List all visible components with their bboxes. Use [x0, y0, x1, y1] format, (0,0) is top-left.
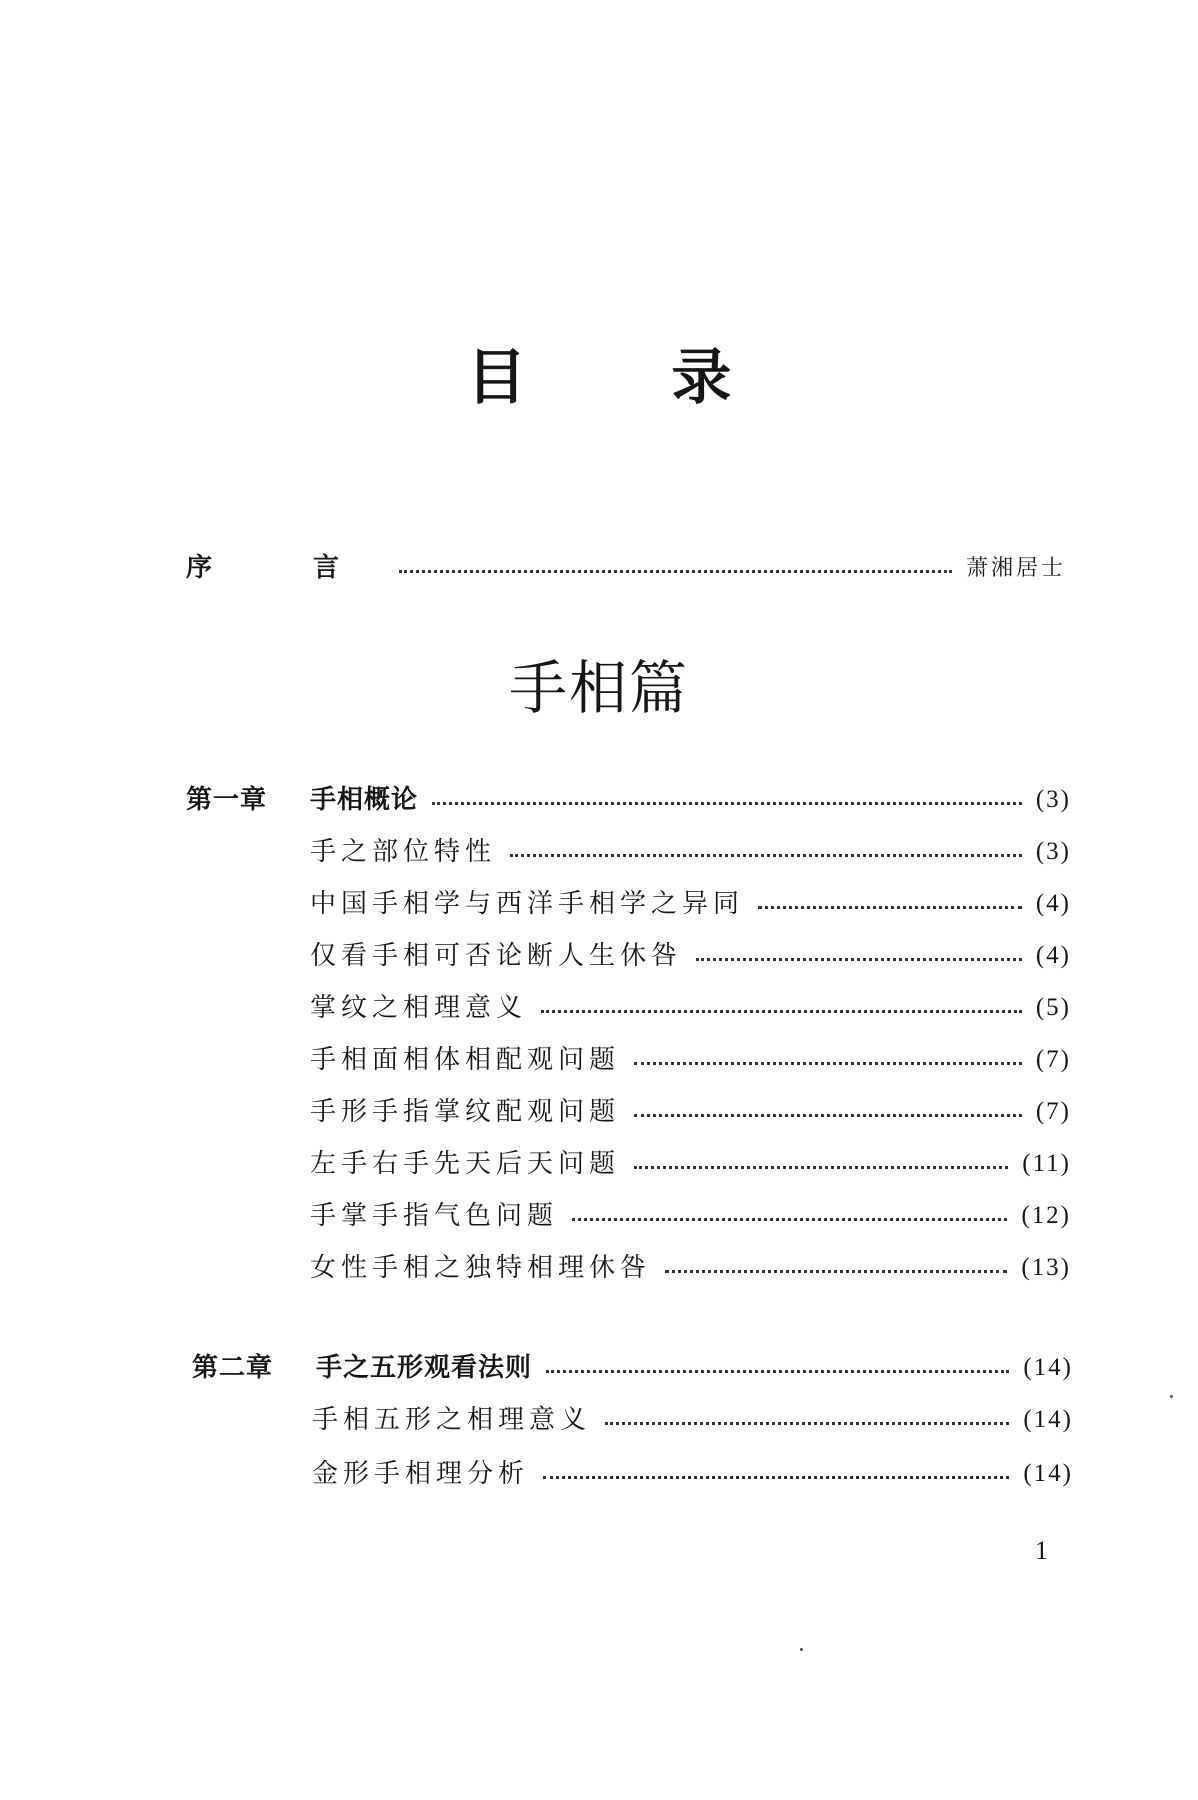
toc-entry[interactable]	[310, 1144, 1071, 1184]
entry-page: (5)	[1035, 994, 1071, 1021]
chapter-row[interactable]	[186, 780, 1071, 820]
toc-entry[interactable]	[310, 1196, 1071, 1236]
entry-page: (4)	[1035, 942, 1071, 969]
chapter-page: (14)	[1023, 1354, 1073, 1381]
toc-entry[interactable]	[310, 1248, 1071, 1288]
toc-entry[interactable]	[310, 988, 1071, 1028]
entry-title: 手相面相体相配观问题	[310, 1045, 621, 1075]
preface-row[interactable]	[186, 548, 1066, 588]
toc-entry[interactable]	[312, 1454, 1073, 1494]
preface-author: 萧湘居士	[965, 555, 1066, 580]
dot-leader	[634, 1166, 1008, 1169]
dot-leader	[432, 802, 1022, 805]
entry-page: (7)	[1035, 1046, 1071, 1073]
toc-entry[interactable]	[310, 1040, 1071, 1080]
chapter-number: 第一章	[186, 785, 268, 815]
entry-page: (14)	[1023, 1460, 1073, 1487]
entry-title: 仅看手相可否论断人生休咎	[310, 941, 683, 971]
dot-leader	[758, 906, 1022, 909]
chapter-row[interactable]	[192, 1348, 1073, 1388]
dot-leader	[696, 958, 1022, 961]
entry-page: (11)	[1022, 1150, 1071, 1177]
entry-title: 金形手相理分析	[312, 1459, 530, 1489]
chapter-number: 第二章	[192, 1353, 274, 1383]
entry-title: 手之部位特性	[310, 837, 497, 867]
scan-speck	[1170, 1395, 1173, 1398]
chapter-page: (3)	[1035, 786, 1071, 813]
entry-page: (4)	[1035, 890, 1071, 917]
entry-title: 中国手相学与西洋手相学之异同	[310, 889, 745, 919]
toc-entry[interactable]	[312, 1400, 1073, 1440]
dot-leader	[634, 1114, 1022, 1117]
entry-title: 手形手指掌纹配观问题	[310, 1097, 621, 1127]
toc-entry[interactable]	[310, 1092, 1071, 1132]
dot-leader	[543, 1476, 1009, 1479]
chapter-title: 手相概论	[310, 785, 419, 815]
toc-entry[interactable]	[310, 936, 1071, 976]
entry-title: 左手右手先天后天问题	[310, 1149, 621, 1179]
entry-page: (3)	[1035, 838, 1071, 865]
entry-page: (14)	[1023, 1406, 1073, 1433]
scan-speck	[800, 1648, 803, 1651]
toc-entry[interactable]	[310, 884, 1071, 924]
entry-page: (12)	[1021, 1202, 1071, 1229]
entry-page: (7)	[1035, 1098, 1071, 1125]
dot-leader	[634, 1062, 1022, 1065]
dot-leader	[510, 854, 1022, 857]
page-number: 1	[1035, 1536, 1048, 1565]
entry-title: 女性手相之独特相理休咎	[310, 1253, 652, 1283]
dot-leader	[665, 1270, 1007, 1273]
section-title: 手相篇	[508, 654, 689, 722]
toc-entry[interactable]	[310, 832, 1071, 872]
dot-leader	[572, 1218, 1007, 1221]
dot-leader	[399, 570, 952, 573]
dot-leader	[605, 1422, 1009, 1425]
chapter-title: 手之五形观看法则	[316, 1353, 533, 1383]
entry-page: (13)	[1021, 1254, 1071, 1281]
dot-leader	[541, 1010, 1022, 1013]
entry-title: 手掌手指气色问题	[310, 1201, 559, 1231]
preface-label: 序 言	[186, 553, 386, 583]
entry-title: 掌纹之相理意义	[310, 993, 528, 1023]
toc-title: 目 录	[466, 343, 794, 413]
dot-leader	[546, 1370, 1009, 1373]
entry-title: 手相五形之相理意义	[312, 1405, 592, 1435]
